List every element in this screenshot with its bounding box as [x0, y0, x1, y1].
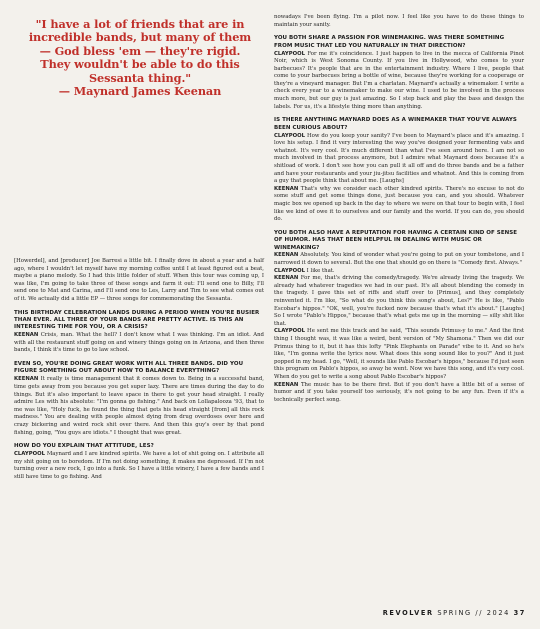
issue-label: SPRING // 2024: [437, 609, 510, 617]
interview-answer: [274, 133, 524, 186]
answer-text: He sent me this track and he said, "This sounds Primus-y to me." And the first thing I thought was, it was like a weird, bent version of "My Shamona." Then we did our Primus thing to it, but it has this lofty "Pink Elephants on Parade" vibe to it. And so he's like, "I'm gonna write the lyrics now. What does this song sound like to you?" And it just popped in my head. I go, "Well, it sounds like Pablo Escobar's hippos," because I'd just seen this program on Pablo's hippos, so away he went. Now we have this song, and it's very cool. When do you get to write a song about Pablo Escobar's hippos?: [274, 328, 525, 380]
speaker-name: CLAYPOOL: [274, 50, 305, 57]
speaker-name: KEENAN: [14, 376, 39, 383]
answer-text: Crisis, man. What the hell? I don't know what I was thinking. I'm an idiot. And with all the restaurant stuff going on and winery things going on in Arizona, and then three bands, I think it's time to go to law school.: [14, 332, 264, 354]
speaker-name: KEENAN: [274, 252, 299, 259]
interview-answer: [274, 268, 524, 276]
interview-block: [14, 361, 264, 437]
interview-block: [14, 310, 264, 356]
speaker-name: CLAYPOOL: [274, 328, 305, 335]
answer-text: I like that.: [306, 267, 335, 274]
interview-answer: [274, 51, 524, 112]
interview-block: [14, 443, 264, 481]
interview-block: [274, 35, 524, 111]
speaker-name: KEENAN: [274, 275, 299, 282]
answer-text: The music has to be there first. But if you don't have a little bit of a sense of humor and if you take yourself too seriously, it's not going to be any fun. Even if it's a technically perfect song.: [274, 381, 524, 403]
answer-text: How do you keep your sanity? I've been to Maynard's place and it's amazing. I love his setup. I find it very interesting the way you've designed your fermenting vats and whatnot. It's very cool. It's much different than what I've seen around here. I am not so much involved in that process anymore, but I admire what Maynard does because it's a shitload of work. I don't see how you can pull it all off and do three bands and be a father and have your restaurants and your jiu-jitsu facilities and whatnot. And this is coming from a guy that people think that about me. [Laughs]: [274, 132, 524, 185]
interview-block: [274, 117, 524, 223]
magazine-name: REVOLVER: [382, 609, 434, 617]
interview-answer: [274, 328, 524, 381]
answer-text: That's why we consider each other kindred spirits. There's no excuse to not do some stuff and get some things done, just because you can, and you should. Whatever magic box we opened up back in the day to where we were on that tour to begin with, I feel like we kind of owe it to ourselves and our family and the world. If you can do, you should do.: [274, 185, 524, 223]
speaker-name: CLAYPOOL: [274, 132, 305, 139]
interview-question: IS THERE ANYTHING MAYNARD DOES AS A WINEMAKER THAT YOU'VE ALWAYS BEEN CURIOUS ABOUT?: [274, 117, 517, 131]
right-column: [274, 14, 524, 410]
answer-text: For me it's coincidence. I just happen to live in the mecca of California Pinot Noir, which is West Sonoma County. If you live in Hollywood, who comes to your barbecues? It's people that are in the entertainment industry. Where I live, people that come to your barbecues bring a bottle of wine, because they're working for a cooperage or they're a vineyard manager. But I'm a charlatan. Maynard's actually a winemaker. I write a check every year to a winemaker to make our wine. I used to be involved in the process much more, but our guy is just amazing. So I step back and play the bass and design the labels. For us, it's a lifestyle thing more than anything.: [274, 50, 524, 110]
interview-answer: [14, 376, 264, 437]
interview-answer: [14, 332, 264, 355]
page-number: 37: [513, 609, 526, 617]
interview-question: YOU BOTH SHARE A PASSION FOR WINEMAKING. WAS THERE SOMETHING FROM MUSIC THAT LED YOU NATURALLY IN THAT DIRECTION?: [274, 35, 505, 49]
speaker-name: CLAYPOOL: [14, 451, 45, 458]
interview-question: YOU BOTH ALSO HAVE A REPUTATION FOR HAVING A CERTAIN KIND OF SENSE OF HUMOR. HAS THAT BEEN HELPFUL IN DEALING WITH MUSIC OR WINEMAKING?: [274, 229, 518, 251]
intro-paragraph: [Howerdel], and [producer] Joe Barresi a little bit. I finally dove in about a year and a half ago, where I wouldn't let myself have my morning coffee until I at least figured out a beat, maybe a piano melody. So I had this little folder of stuff. When this tour was coming up, I was like, I'm going to take three of these songs and farm it out: I'll send one to Billy, I'll send one to Mat and Carina, and I'll send one to Les, Larry and Tim to see what comes out of it. We actually did a little EP — three songs for commemorating the Sessanta.: [14, 258, 264, 302]
right-interview-blocks: [274, 35, 524, 404]
interview-answer: [274, 382, 524, 405]
interview-question: EVEN SO, YOU'RE DOING GREAT WORK WITH ALL THREE BANDS. DID YOU FIGURE SOMETHING OUT ABOUT HOW TO BALANCE EVERYTHING?: [14, 361, 244, 375]
pull-quote-text: "I have a lot of friends that are in incredible bands, but many of them — God bless 'em — they're rigid. They wouldn't be able to do this Sessanta thing.": [28, 17, 252, 85]
pull-quote: [24, 18, 256, 98]
speaker-name: KEENAN: [14, 332, 39, 339]
pull-quote-attribution: — Maynard James Keenan: [58, 84, 222, 99]
answer-text: It really is time management that it comes down to. Being in a successful band, time gets away from you because you get super lazy. There are times during the day to do things. But it's also important to leave space in there to get your head straight. I really admire Les with his absolute: "I'm gonna go fishing." And back on Lollapalooza '93, that to me was like, "Holy fuck, he found the thing that gets his head straight [from] all this rock madness." You are dealing with people almost dying from drug overdoses over here and crazy bickering and weird rock shit over there. And then this guy's over by that pond fishing, going, "You guys are idiots." I thought that was great.: [14, 376, 264, 436]
interview-block: [274, 230, 524, 405]
answer-text: Maynard and I are kindred spirits. We have a lot of shit going on. I attribute all my shit going on to boredom. If I'm not doing something, it makes me depressed. If I'm not turning over a new rock, I go into a funk. So I have a little winery, I have a few bands and I still have time to go fishing. And: [14, 451, 264, 480]
interview-question: HOW DO YOU EXPLAIN THAT ATTITUDE, LES?: [14, 443, 154, 450]
speaker-name: KEENAN: [274, 185, 299, 192]
interview-answer: [274, 252, 524, 267]
speaker-name: KEENAN: [274, 381, 299, 388]
intro-paragraph: nowadays I've been flying. I'm a pilot now. I feel like you have to do these things to maintain your sanity.: [274, 14, 524, 28]
interview-question: THIS BIRTHDAY CELEBRATION LANDS DURING A PERIOD WHEN YOU'RE BUSIER THAN EVER. ALL THREE OF YOUR BANDS ARE PRETTY ACTIVE. IS THIS AN INTERESTING TIME FOR YOU, OR A CRISIS?: [14, 309, 260, 331]
answer-text: For me, that's driving the comedy/tragedy. We're already living the tragedy. We already had whatever tragedies we had in our past. It's all about blending the comedy in the tragedy. I gave this set of riffs and stuff over to [Primus], and they completely reinvented it. I'm like, "So what do you think this song's about, Les?" He is like, "Pablo Escobar's hippos." "OK, well, you're fucked now because that's what it's about." [Laughs] So I wrote "Pablo's Hippos," because that's what gets me up in the morning — silly shit like that.: [274, 275, 525, 327]
interview-answer: [274, 275, 524, 328]
interview-answer: [274, 186, 524, 224]
left-column: [14, 258, 264, 487]
answer-text: Absolutely. You kind of wonder what you're going to put on your tombstone, and I narrowed it down to several. But the one that should go on there is "Comedy first. Always.": [274, 252, 524, 266]
left-interview-blocks: [14, 310, 264, 482]
interview-answer: [14, 451, 264, 481]
speaker-name: CLAYPOOL: [274, 267, 305, 274]
page-footer: [383, 609, 526, 617]
